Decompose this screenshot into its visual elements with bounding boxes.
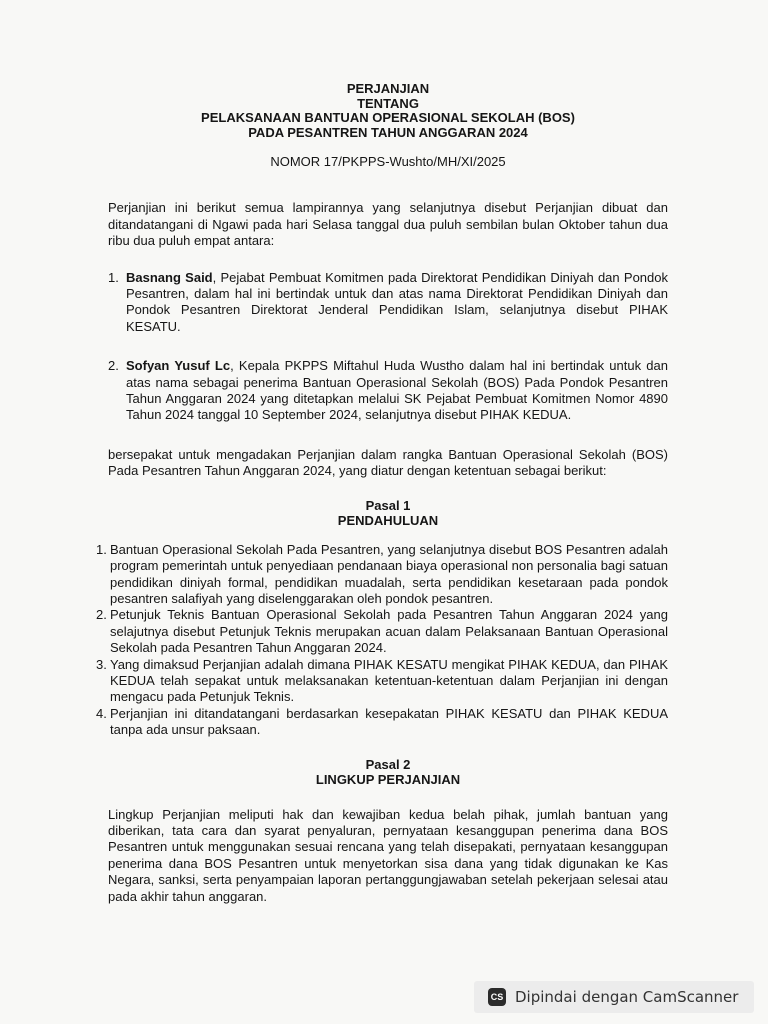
list-item-number: 1. xyxy=(96,541,107,557)
title-line-4: PADA PESANTREN TAHUN ANGGARAN 2024 xyxy=(248,124,528,140)
party-1-text: , Pejabat Pembuat Komitmen pada Direktorat Pendidikan Diniyah dan Pondok Pesantren, dalam hal ini bertindak untuk dan atas nama Direktorat Pendidikan Diniyah dan Pondok Pesantren Direktorat Jenderal Pendidikan Islam, selanjutnya disebut PIHAK KESATU. xyxy=(126,269,668,334)
list-item xyxy=(96,542,668,608)
pasal-1-heading xyxy=(108,498,668,528)
document-content xyxy=(96,81,668,905)
title-line-2: TENTANG xyxy=(357,95,419,111)
list-item xyxy=(96,657,668,706)
title-line-1: PERJANJIAN xyxy=(346,81,430,96)
pasal-2-paragraph: Lingkup Perjanjian meliputi hak dan kewajiban kedua belah pihak, jumlah bantuan yang diberikan, tata cara dan syarat penyaluran, pernyataan kesanggupan penerima dana BOS Pesantren untuk menggunakan sesuai rencana yang telah disepakati, pernyataan kesanggupan penerima dana BOS Pesantren untuk menyetorkan sisa dana yang tidak digunakan ke Kas Negara, sanksi, serta penyampaian laporan pertanggungjawaban setelah pekerjaan selesai atau pada akhir tahun anggaran. xyxy=(108,806,668,904)
list-item-number: 3. xyxy=(96,656,107,672)
pasal-2-title: LINGKUP PERJANJIAN xyxy=(315,771,461,787)
party-2-number: 2. xyxy=(108,358,119,374)
list-item-text: Petunjuk Teknis Bantuan Operasional Sekolah pada Pesantren Tahun Anggaran 2024 yang selajutnya disebut Petunjuk Teknis merupakan acuan dalam Pelaksanaan Bantuan Operasional Sekolah pada Pesantren Tahun Anggaran 2024. xyxy=(110,607,668,656)
list-item-number: 2. xyxy=(96,607,107,623)
list-item-text: Perjanjian ini ditandatangani berdasarkan kesepakatan PIHAK KESATU dan PIHAK KEDUA tanpa ada unsur paksaan. xyxy=(110,705,668,738)
list-item xyxy=(96,607,668,656)
title-line-3: PELAKSANAAN BANTUAN OPERASIONAL SEKOLAH (BOS) xyxy=(201,110,575,125)
list-item-number: 4. xyxy=(96,705,107,721)
document-number: NOMOR 17/PKPPS-Wushto/MH/XI/2025 xyxy=(270,154,506,169)
pasal-2-label: Pasal 2 xyxy=(365,756,411,772)
party-1-name: Basnang Said xyxy=(126,269,213,285)
document-title xyxy=(108,82,668,140)
camscanner-text: Dipindai dengan CamScanner xyxy=(515,988,739,1006)
party-1 xyxy=(108,270,668,336)
party-1-number: 1. xyxy=(108,269,119,285)
intro-paragraph: Perjanjian ini berikut semua lampirannya yang selanjutnya disebut Perjanjian dibuat dan ditandatangani di Ngawi pada hari Selasa tanggal dua puluh sembilan bulan Oktober tahun dua ribu dua puluh empat antara: xyxy=(108,200,668,249)
camscanner-watermark xyxy=(474,981,754,1013)
list-item-text: Bantuan Operasional Sekolah Pada Pesantren, yang selanjutnya disebut BOS Pesantren adalah program pemerintah untuk penyediaan pendanaan biaya operasional non personalia bagi satuan pendidikan diniyah formal, pendidikan muadalah, serta pendidikan kesetaraan pada pondok pesantren salafiyah yang diselenggarakan oleh pondok pesantren. xyxy=(110,541,668,606)
pasal-1-list xyxy=(96,542,668,739)
pasal-1-title: PENDAHULUAN xyxy=(337,512,439,528)
party-2-text: , Kepala PKPPS Miftahul Huda Wustho dalam hal ini bertindak untuk dan atas nama sebagai penerima Bantuan Operasional Sekolah (BOS) Pada Pondok Pesantren Tahun Anggaran 2024 yang ditetapkan melalui SK Pejabat Pembuat Komitmen Nomor 4890 Tahun 2024 tanggal 10 September 2024, selanjutnya disebut PIHAK KEDUA. xyxy=(126,358,668,423)
pasal-2-heading xyxy=(108,757,668,787)
camscanner-logo-icon: CS xyxy=(488,988,506,1006)
list-item xyxy=(96,706,668,739)
pasal-1-label: Pasal 1 xyxy=(365,497,411,513)
agreement-paragraph: bersepakat untuk mengadakan Perjanjian dalam rangka Bantuan Operasional Sekolah (BOS) Pada Pesantren Tahun Anggaran 2024, yang diatur dengan ketentuan sebagai berikut: xyxy=(108,446,668,479)
party-2-name: Sofyan Yusuf Lc xyxy=(126,358,231,374)
list-item-text: Yang dimaksud Perjanjian adalah dimana PIHAK KESATU mengikat PIHAK KEDUA, dan PIHAK KEDUA telah sepakat untuk melaksanakan ketentuan-ketentuan dalam Perjanjian ini dengan mengacu pada Petunjuk Teknis. xyxy=(110,656,668,705)
party-2 xyxy=(108,358,668,424)
